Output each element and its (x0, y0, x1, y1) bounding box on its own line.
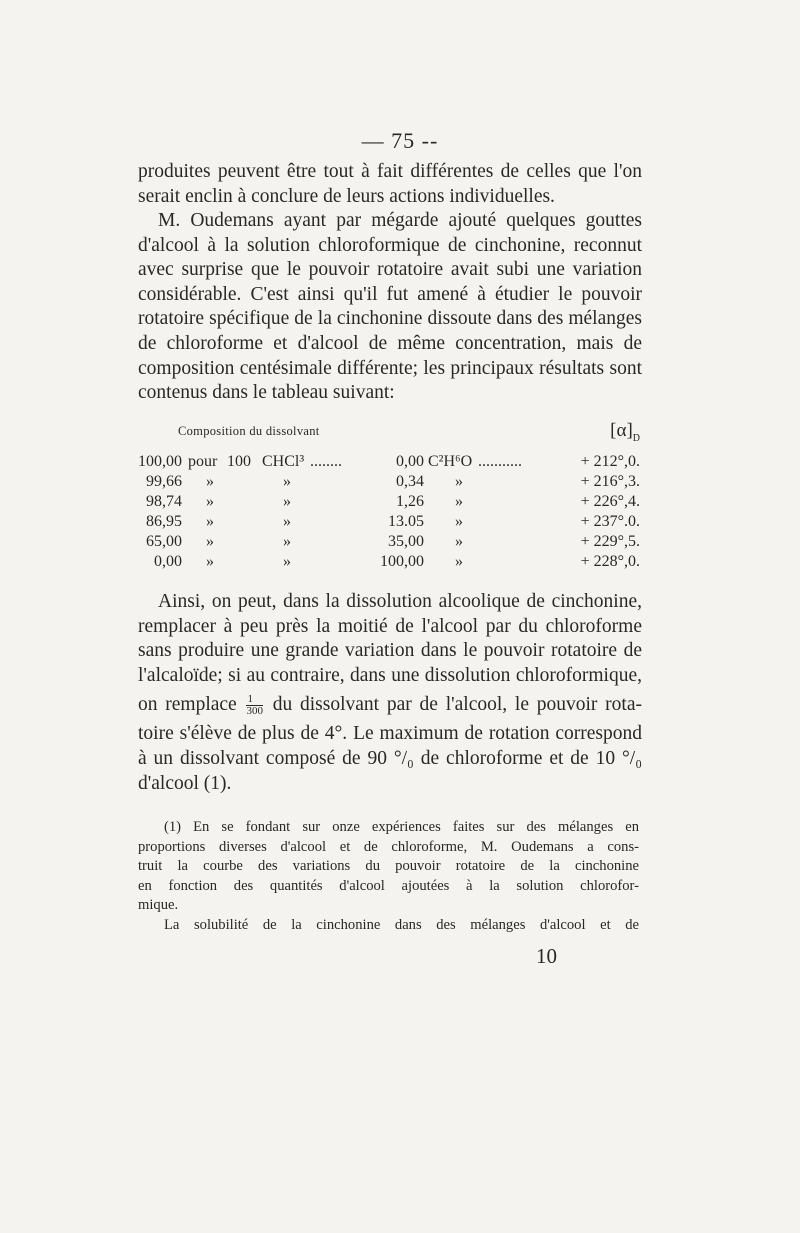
footnote-line: mique. (138, 897, 179, 914)
footnote-line: en fonction des quantités d'alcool ajoutées à la solution chlorofor- (138, 877, 639, 894)
table-row (118, 512, 648, 532)
alpha-symbol: [α] (610, 420, 633, 441)
table-cell-mark3: » (455, 493, 463, 510)
table-cell-rot: + 228°,0. (580, 553, 640, 570)
table-cell-rot: + 229°,5. (580, 533, 640, 550)
table-header (118, 420, 648, 452)
table-cell-mark1: » (206, 533, 214, 550)
header-composition: Composition du dissolvant (178, 424, 320, 438)
footnote-line: truit la courbe des variations du pouvoir rotatoire de la cinchonine (138, 858, 639, 875)
table-cell-v1: 99,66 (146, 473, 182, 490)
table-cell-dots2: ........... (478, 453, 522, 470)
text-line-fraction (138, 688, 642, 722)
text-line: produites peuvent être tout à fait différentes de celles que l'on (138, 161, 642, 182)
text-line: considérable. C'est ainsi qu'il fut amené à étudier le pouvoir (138, 283, 642, 305)
table-cell-mark1: » (206, 473, 214, 490)
table-row (118, 472, 648, 492)
table-cell-mark3: » (455, 533, 463, 550)
table-cell-v2: 0,34 (396, 473, 424, 490)
table-cell-mark2: » (283, 473, 291, 490)
table-cell-v2: 100,00 (380, 553, 424, 570)
text-line: M. Oudemans ayant par mégarde ajouté quelques gouttes (158, 210, 642, 231)
table-cell-v2: 35,00 (388, 533, 424, 550)
table-body (118, 452, 648, 572)
paragraph-oudemans (138, 209, 642, 406)
footnote-line: proportions diverses d'alcool et de chloroforme, M. Oudemans a cons- (138, 838, 639, 855)
table-cell-v1: 86,95 (146, 513, 182, 530)
table-cell-v1: 65,00 (146, 533, 182, 550)
footnote-line: La solubilité de la cinchonine dans des mélanges d'alcool et de (164, 916, 639, 933)
table-row (118, 452, 648, 472)
table-cell-dots1: ........ (310, 453, 342, 470)
paragraph-intro (138, 160, 642, 209)
header-rotation (610, 420, 640, 444)
table-cell-pour: pour (188, 453, 218, 470)
text-line: avec surprise que le pouvoir rotatoire avait subi une variation (138, 259, 642, 281)
table-cell-mark1: » (206, 513, 214, 530)
alpha-subscript: D (632, 432, 640, 444)
table-cell-mark2: » (283, 533, 291, 550)
table-cell-mark3: » (455, 553, 463, 570)
text-line: remplacer à peu près la moitié de l'alcool par du chloroforme (138, 615, 642, 637)
table-cell-s2: C²H⁶O (428, 453, 473, 470)
text-line: serait enclin à conclure de leurs actions individuelles. (138, 185, 555, 207)
text-line: sans produire une grande variation dans le pouvoir rotatoire de (138, 640, 642, 662)
table-cell-mark2: » (283, 553, 291, 570)
footnote-line: (1) En se fondant sur onze expériences faites sur des mélanges en (164, 819, 639, 835)
text-fragment: on remplace (138, 694, 237, 716)
table-cell-mark2: » (283, 513, 291, 530)
signature-mark: 10 (536, 944, 557, 968)
table-cell-rot: + 237°.0. (580, 513, 640, 530)
table-cell-mark1: » (206, 553, 214, 570)
text-line: composition centésimale différente; les principaux résultats sont (138, 357, 642, 379)
text-line: rotatoire spécifique de la cinchonine dissoute dans des mélanges (138, 308, 642, 330)
paragraph-conclusion (138, 590, 642, 796)
table-row (118, 532, 648, 552)
table-cell-mark3: » (455, 513, 463, 530)
table-cell-v2: 13.05 (388, 513, 424, 530)
table-row (118, 552, 648, 572)
text-fragment: du dissolvant par de l'alcool, le pouvoir rota- (272, 694, 642, 716)
text-line: de chloroforme et d'alcool de même concentration, mais de (138, 332, 642, 354)
table-cell-v1: 100,00 (138, 453, 182, 470)
rotation-table (118, 420, 648, 572)
table-row (118, 492, 648, 512)
table-cell-qty: 100 (227, 453, 251, 470)
table-cell-mark3: » (455, 473, 463, 490)
text-line: toire s'élève de plus de 4°. Le maximum de rotation correspond (138, 723, 642, 745)
table-cell-rot: + 226°,4. (580, 493, 640, 510)
footnote (138, 818, 639, 936)
table-cell-mark2: » (283, 493, 291, 510)
text-line: à un dissolvant composé de 90 °/₀ de chloroforme et de 10 °/₀ (138, 747, 642, 769)
table-cell-mark1: » (206, 493, 214, 510)
table-cell-v1: 98,74 (146, 493, 182, 510)
text-line: d'alcool (1). (138, 772, 232, 794)
text-line: l'alcaloïde; si au contraire, dans une dissolution chloroformique, (138, 664, 642, 686)
text-line: contenus dans le tableau suivant: (138, 382, 395, 404)
table-cell-v1: 0,00 (154, 553, 182, 570)
table-cell-v2: 1,26 (396, 493, 424, 510)
fraction (246, 694, 263, 717)
table-cell-v2: 0,00 (396, 453, 424, 470)
table-cell-rot: + 216°,3. (580, 473, 640, 490)
page-number: — 75 -- (361, 128, 439, 153)
table-cell-rot: + 212°,0. (580, 453, 640, 470)
table-cell-s1: CHCl³ (262, 453, 305, 470)
fraction-denominator: 300 (246, 705, 263, 718)
fraction-numerator: 1 (246, 694, 263, 706)
text-line: d'alcool à la solution chloroformique de cinchonine, reconnut (138, 234, 642, 256)
text-line: Ainsi, on peut, dans la dissolution alcoolique de cinchonine, (158, 591, 642, 612)
